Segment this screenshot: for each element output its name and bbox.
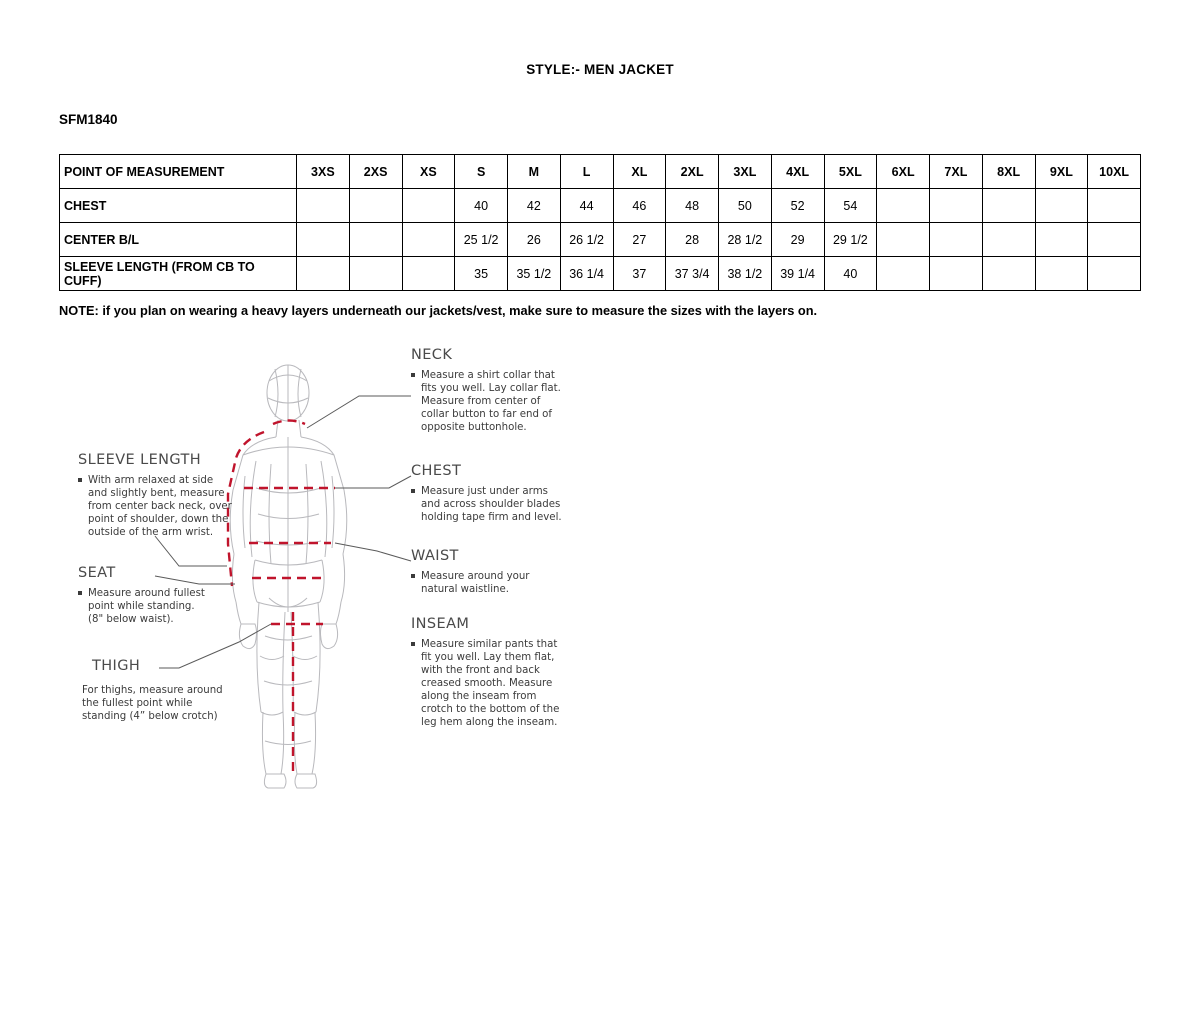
callout-thigh xyxy=(82,658,223,722)
table-cell: 27 xyxy=(613,223,666,257)
callout-neck-line1: Measure a shirt collar that xyxy=(421,370,555,381)
table-cell: 36 1/4 xyxy=(560,257,613,291)
callout-neck-line4: collar button to far end of xyxy=(421,409,552,420)
table-cell: 52 xyxy=(771,189,824,223)
column-header-size: 9XL xyxy=(1035,155,1088,189)
table-cell: 28 xyxy=(666,223,719,257)
row-label: CENTER B/L xyxy=(60,223,297,257)
callout-sleeve-length xyxy=(78,452,233,538)
callout-seat xyxy=(78,565,205,625)
table-cell xyxy=(297,257,350,291)
row-label: SLEEVE LENGTH (FROM CB TO CUFF) xyxy=(60,257,297,291)
column-header-size: 2XL xyxy=(666,155,719,189)
column-header-size: 3XL xyxy=(719,155,772,189)
callout-sleeve-length-line2: and slightly bent, measure xyxy=(88,488,225,499)
table-cell: 40 xyxy=(824,257,877,291)
table-cell xyxy=(930,257,983,291)
table-cell: 37 3/4 xyxy=(666,257,719,291)
callout-inseam-line7: leg hem along the inseam. xyxy=(421,717,558,728)
callout-sleeve-length-line5: outside of the arm wrist. xyxy=(88,527,214,538)
callout-inseam-line2: fit you well. Lay them flat, xyxy=(421,652,555,663)
table-cell: 54 xyxy=(824,189,877,223)
callout-sleeve-length-line3: from center back neck, over xyxy=(88,501,232,512)
callout-seat-line1: Measure around fullest xyxy=(88,588,205,599)
size-chart-table xyxy=(59,154,1141,291)
callout-chest xyxy=(411,463,562,523)
table-cell xyxy=(982,223,1035,257)
column-header-size: 4XL xyxy=(771,155,824,189)
table-cell xyxy=(1088,257,1141,291)
table-cell: 26 1/2 xyxy=(560,223,613,257)
table-cell xyxy=(1088,223,1141,257)
measurement-lines xyxy=(228,421,335,775)
table-cell xyxy=(1088,189,1141,223)
column-header-size: 8XL xyxy=(982,155,1035,189)
table-cell: 29 1/2 xyxy=(824,223,877,257)
callout-inseam-title: INSEAM xyxy=(411,616,470,632)
callout-waist-line1: Measure around your xyxy=(421,571,530,582)
callout-thigh-line1: For thighs, measure around xyxy=(82,685,223,696)
table-cell: 38 1/2 xyxy=(719,257,772,291)
column-header-point-of-measurement: POINT OF MEASUREMENT xyxy=(60,155,297,189)
table-cell xyxy=(297,189,350,223)
table-cell: 46 xyxy=(613,189,666,223)
table-cell xyxy=(982,189,1035,223)
table-cell xyxy=(402,189,455,223)
table-cell xyxy=(402,257,455,291)
table-cell xyxy=(877,189,930,223)
table-cell xyxy=(982,257,1035,291)
column-header-size: L xyxy=(560,155,613,189)
row-label: CHEST xyxy=(60,189,297,223)
callout-neck-line5: opposite buttonhole. xyxy=(421,422,527,433)
column-header-size: 10XL xyxy=(1088,155,1141,189)
table-cell xyxy=(930,223,983,257)
callout-inseam xyxy=(411,616,559,728)
table-cell: 26 xyxy=(508,223,561,257)
callout-chest-line3: holding tape firm and level. xyxy=(421,512,562,523)
column-header-size: XL xyxy=(613,155,666,189)
table-cell: 35 1/2 xyxy=(508,257,561,291)
callout-neck xyxy=(411,347,561,433)
table-cell: 29 xyxy=(771,223,824,257)
table-cell: 25 1/2 xyxy=(455,223,508,257)
mannequin-figure xyxy=(230,365,347,788)
table-cell xyxy=(297,223,350,257)
column-header-size: 3XS xyxy=(297,155,350,189)
table-cell xyxy=(877,223,930,257)
callout-inseam-line6: crotch to the bottom of the xyxy=(421,704,560,715)
callout-sleeve-length-line4: point of shoulder, down the xyxy=(88,514,229,525)
table-cell: 40 xyxy=(455,189,508,223)
callout-seat-line2: point while standing. xyxy=(88,601,195,612)
callout-seat-title: SEAT xyxy=(78,565,116,581)
table-cell xyxy=(930,189,983,223)
callout-inseam-line1: Measure similar pants that xyxy=(421,639,558,650)
callout-neck-line2: fits you well. Lay collar flat. xyxy=(421,383,561,394)
callout-thigh-title: THIGH xyxy=(92,658,141,674)
table-cell xyxy=(349,257,402,291)
table-row xyxy=(60,189,1141,223)
table-cell: 28 1/2 xyxy=(719,223,772,257)
column-header-size: S xyxy=(455,155,508,189)
column-header-size: 7XL xyxy=(930,155,983,189)
callout-thigh-line2: the fullest point while xyxy=(82,698,193,709)
callout-chest-title: CHEST xyxy=(411,463,462,479)
page-title: STYLE:- MEN JACKET xyxy=(526,62,674,77)
callout-neck-line3: Measure from center of xyxy=(421,396,541,407)
callout-waist-line2: natural waistline. xyxy=(421,584,509,595)
callout-chest-line1: Measure just under arms xyxy=(421,486,548,497)
measurement-diagram xyxy=(59,336,659,806)
callout-sleeve-length-title: SLEEVE LENGTH xyxy=(78,452,202,468)
column-header-size: XS xyxy=(402,155,455,189)
table-cell xyxy=(349,189,402,223)
style-code: SFM1840 xyxy=(59,112,118,127)
callout-neck-title: NECK xyxy=(411,347,453,363)
callout-seat-line3: (8" below waist). xyxy=(88,614,174,625)
callout-sleeve-length-line1: With arm relaxed at side xyxy=(88,475,214,486)
table-cell: 48 xyxy=(666,189,719,223)
table-cell: 39 1/4 xyxy=(771,257,824,291)
callout-waist-title: WAIST xyxy=(411,548,459,564)
callout-inseam-line5: along the inseam from xyxy=(421,691,537,702)
table-cell: 50 xyxy=(719,189,772,223)
table-cell: 42 xyxy=(508,189,561,223)
callout-inseam-line4: creased smooth. Measure xyxy=(421,678,553,689)
callout-inseam-line3: with the front and back xyxy=(421,665,540,676)
table-cell xyxy=(1035,189,1088,223)
callout-waist xyxy=(411,548,530,595)
column-header-size: M xyxy=(508,155,561,189)
table-cell xyxy=(877,257,930,291)
table-row xyxy=(60,257,1141,291)
table-cell: 44 xyxy=(560,189,613,223)
measurement-note: NOTE: if you plan on wearing a heavy layers underneath our jackets/vest, make sure to measure the sizes with the layers on. xyxy=(59,303,818,318)
column-header-size: 2XS xyxy=(349,155,402,189)
column-header-size: 5XL xyxy=(824,155,877,189)
table-cell xyxy=(402,223,455,257)
callout-thigh-line3: standing (4” below crotch) xyxy=(82,711,218,722)
table-cell xyxy=(1035,257,1088,291)
table-row xyxy=(60,223,1141,257)
table-cell xyxy=(349,223,402,257)
table-cell xyxy=(1035,223,1088,257)
table-cell: 35 xyxy=(455,257,508,291)
table-cell: 37 xyxy=(613,257,666,291)
table-header-row xyxy=(60,155,1141,189)
callout-chest-line2: and across shoulder blades xyxy=(421,499,561,510)
column-header-size: 6XL xyxy=(877,155,930,189)
